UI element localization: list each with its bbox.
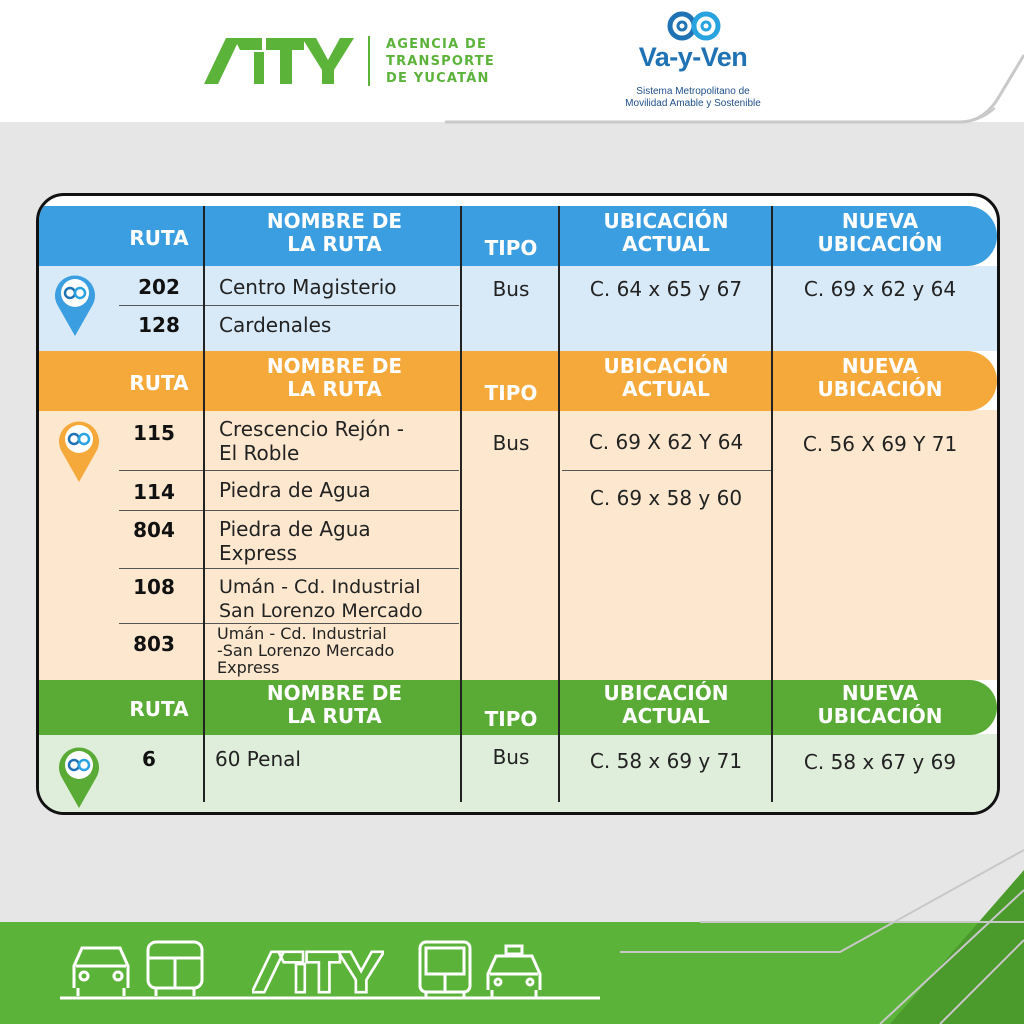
vayven-subtitle-line-2: Movilidad Amable y Sostenible [625,98,761,109]
route-type: Bus [492,277,530,301]
vayven-subtitle [612,86,774,110]
col-ruta-header: RUTA [129,371,189,395]
col-nueva-line-1: NUEVA [841,209,919,233]
col-nombre-header [207,210,462,256]
route-type: Bus [492,431,530,455]
top-header [0,0,1024,122]
routes-table-card [36,193,1000,815]
col-tipo-header: TIPO [484,381,538,405]
route-name-line-2: El Roble [219,441,300,465]
route-name [219,517,371,565]
row-divider [119,305,459,306]
agency-name [386,36,495,87]
col-nombre-line-2: LA RUTA [287,377,382,401]
current-location: C. 69 X 62 Y 64 [588,430,744,454]
col-actual-header [561,210,771,256]
route-name-line-1: Umán - Cd. Industrial [219,576,421,598]
row-divider [119,568,459,569]
row-divider [119,470,459,471]
row-divider [562,470,772,471]
aty-logo-icon [204,36,354,86]
new-location: C. 69 x 62 y 64 [803,277,957,301]
route-name-line-2: -San Lorenzo Mercado [217,641,395,660]
route-name [219,575,423,623]
bus-icon [142,936,208,1000]
col-actual-line-1: UBICACIÓN [603,681,729,705]
col-nombre-line-2: LA RUTA [287,232,382,256]
logo-divider [368,36,370,86]
car-icon [66,940,136,1000]
col-nueva-header [775,682,985,728]
route-name-line-2: San Lorenzo Mercado [219,600,423,622]
route-number: 114 [133,480,175,504]
col-nombre-line-1: NOMBRE DE [266,354,403,378]
route-name: 60 Penal [215,747,301,771]
route-number: 128 [138,313,180,337]
col-actual-header [561,355,771,401]
col-actual-line-1: UBICACIÓN [603,354,729,378]
col-nombre-header [207,682,462,728]
col-ruta-header: RUTA [129,226,189,250]
col-actual-line-2: ACTUAL [622,232,710,256]
col-actual-line-2: ACTUAL [622,704,710,728]
agency-line-1: AGENCIA DE [386,37,488,52]
col-tipo-header: TIPO [484,707,538,731]
route-name: Piedra de Agua [219,478,371,502]
route-number: 108 [133,575,175,599]
current-location: C. 58 x 69 y 71 [589,749,743,773]
col-nueva-line-1: NUEVA [841,681,919,705]
col-nueva-line-2: UBICACIÓN [817,377,943,401]
route-name: Cardenales [219,313,332,337]
orange-location-pin-icon [57,416,101,484]
blue-location-pin-icon [53,270,97,338]
route-number: 115 [133,421,175,445]
column-divider [460,206,462,802]
current-location: C. 69 x 58 y 60 [589,486,743,510]
column-divider [558,206,560,802]
green-location-pin-icon [57,742,101,810]
col-actual-line-2: ACTUAL [622,377,710,401]
new-location: C. 58 x 67 y 69 [803,750,957,774]
route-name-line-3: Express [217,658,280,677]
route-name [219,417,404,465]
row-divider [119,510,459,511]
route-name [217,625,394,676]
route-name-line-2: Express [219,541,298,565]
route-number: 6 [142,747,156,771]
col-nueva-line-2: UBICACIÓN [817,704,943,728]
route-name-line-1: Crescencio Rejón - [219,417,404,441]
route-number: 804 [133,518,175,542]
route-number: 202 [138,275,180,299]
footer-aty-logo-icon [252,950,384,994]
col-tipo-header: TIPO [484,236,538,260]
col-nueva-header [775,210,985,256]
col-nueva-header [775,355,985,401]
agency-line-2: TRANSPORTE [386,54,495,69]
col-nueva-line-1: NUEVA [841,354,919,378]
agency-line-3: DE YUCATÁN [386,71,490,86]
bus-front-icon [412,938,478,1000]
route-number: 803 [133,632,175,656]
column-divider [771,206,773,802]
col-nueva-line-2: UBICACIÓN [817,232,943,256]
column-divider [203,206,205,802]
route-name-line-1: Umán - Cd. Industrial [217,624,387,643]
route-type: Bus [492,745,530,769]
col-ruta-header: RUTA [129,697,189,721]
route-name: Centro Magisterio [219,275,397,299]
header-decoration [0,0,1024,130]
col-nombre-line-1: NOMBRE DE [266,209,403,233]
vayven-title: Va-y-Ven [638,42,748,72]
route-name-line-1: Piedra de Agua [219,517,371,541]
taxi-icon [482,944,546,1000]
vayven-subtitle-line-1: Sistema Metropolitano de [636,86,750,97]
col-actual-line-1: UBICACIÓN [603,209,729,233]
new-location: C. 56 X 69 Y 71 [802,432,958,456]
vayven-logo-icon [666,10,722,42]
col-nombre-line-1: NOMBRE DE [266,681,403,705]
col-actual-header [561,682,771,728]
current-location: C. 64 x 65 y 67 [589,277,743,301]
col-nombre-header [207,355,462,401]
col-nombre-line-2: LA RUTA [287,704,382,728]
